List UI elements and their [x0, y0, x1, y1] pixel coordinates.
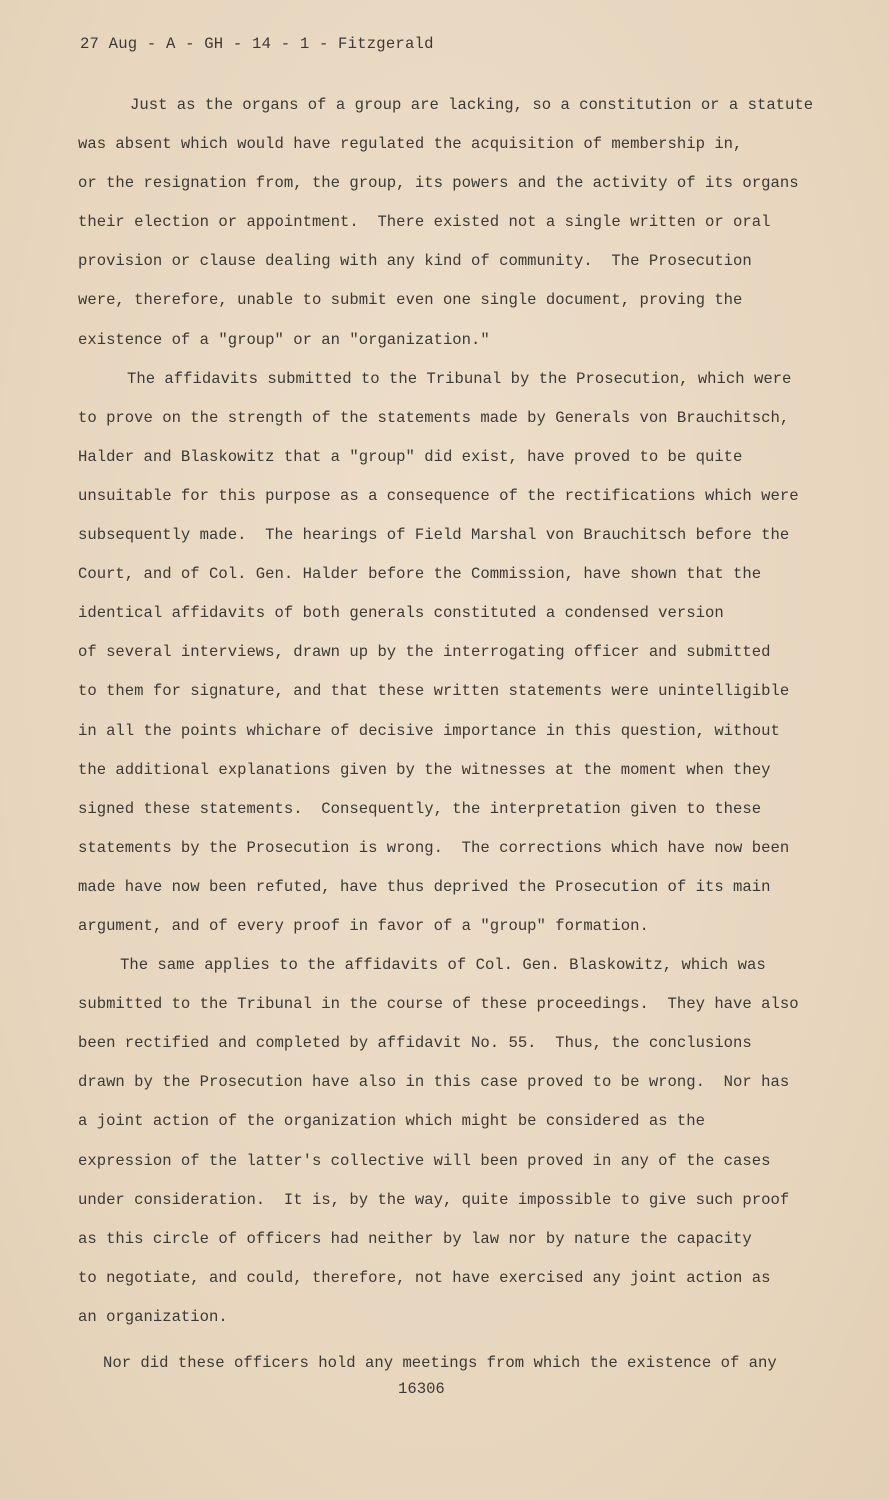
text-line: The affidavits submitted to the Tribunal by the Prosecution, which were — [127, 369, 792, 388]
text-line: signed these statements. Consequently, the interpretation given to these — [78, 799, 762, 818]
text-line: under consideration. It is, by the way, quite impossible to give such proof — [78, 1190, 790, 1209]
text-line: in all the points whichare of decisive importance in this question, without — [78, 721, 780, 740]
paragraph — [78, 93, 858, 367]
text-line: were, therefore, unable to submit even one single document, proving the — [78, 291, 743, 310]
text-line: drawn by the Prosecution have also in this case proved to be wrong. Nor has — [78, 1073, 790, 1092]
text-line: to them for signature, and that these written statements were unintelligible — [78, 682, 790, 701]
text-line: submitted to the Tribunal in the course of these proceedings. They have also — [78, 995, 799, 1014]
text-line: identical affidavits of both generals constituted a condensed version — [78, 604, 724, 623]
text-line: unsuitable for this purpose as a consequence of the rectifications which were — [78, 486, 799, 505]
document-header: 27 Aug - A - GH - 14 - 1 - Fitzgerald — [80, 35, 434, 53]
text-line: expression of the latter's collective will been proved in any of the cases — [78, 1151, 771, 1170]
paragraph — [78, 953, 858, 1351]
paragraph — [78, 1351, 858, 1390]
text-line: argument, and of every proof in favor of a "group" formation. — [78, 916, 649, 935]
text-line: Just as the organs of a group are lacking, so a constitution or a statute — [130, 96, 814, 114]
text-line: made have now been refuted, have thus deprived the Prosecution of its main — [78, 877, 771, 896]
text-line: an organization. — [78, 1307, 228, 1326]
text-line: Court, and of Col. Gen. Halder before the Commission, have shown that the — [78, 565, 762, 584]
text-line: Nor did these officers hold any meetings from which the existence of any — [103, 1353, 777, 1372]
text-line: Halder and Blaskowitz that a "group" did exist, have proved to be quite — [78, 447, 743, 466]
text-line: been rectified and completed by affidavit No. 55. Thus, the conclusions — [78, 1034, 752, 1053]
text-line: existence of a "group" or an "organization." — [78, 330, 490, 349]
text-line: of several interviews, drawn up by the interrogating officer and submitted — [78, 643, 771, 662]
text-line: was absent which would have regulated the acquisition of membership in, — [78, 135, 743, 154]
document-body — [78, 93, 858, 1390]
text-line: the additional explanations given by the witnesses at the moment when they — [78, 760, 771, 779]
text-line: to prove on the strength of the statements made by Generals von Brauchitsch, — [78, 408, 790, 427]
text-line: to negotiate, and could, therefore, not have exercised any joint action as — [78, 1268, 771, 1287]
text-line: as this circle of officers had neither by law nor by nature the capacity — [78, 1229, 752, 1248]
page-number: 16306 — [398, 1380, 445, 1398]
text-line: statements by the Prosecution is wrong. The corrections which have now been — [78, 838, 790, 857]
paragraph — [78, 367, 858, 953]
text-line: provision or clause dealing with any kind of community. The Prosecution — [78, 252, 752, 271]
text-line: a joint action of the organization which might be considered as the — [78, 1112, 705, 1131]
text-line: The same applies to the affidavits of Col. Gen. Blaskowitz, which was — [120, 956, 766, 975]
text-line: their election or appointment. There existed not a single written or oral — [78, 213, 771, 232]
text-line: or the resignation from, the group, its powers and the activity of its organs — [78, 174, 799, 193]
text-line: subsequently made. The hearings of Field Marshal von Brauchitsch before the — [78, 526, 790, 545]
